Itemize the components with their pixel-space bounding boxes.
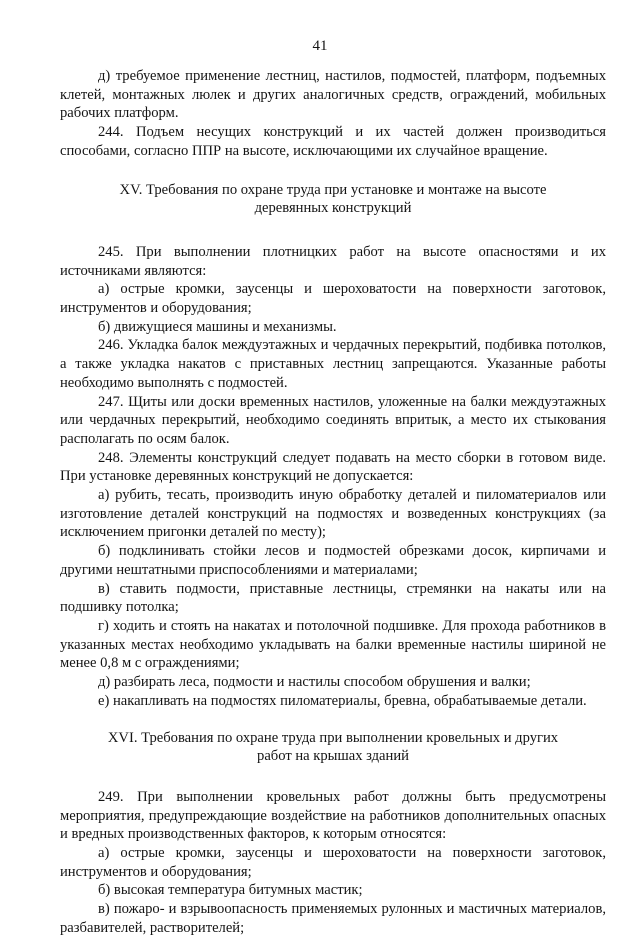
paragraph: б) высокая температура битумных мастик; [98, 882, 363, 899]
paragraph: 249. При выполнении кровельных работ должны быть предусмотрены мероприятия, предупреждающие воздействие на работников дополнительных опасных и вредных производственных факторов, к которым относятся: [60, 788, 606, 843]
paragraph: д) требуемое применение лестниц, настилов, подмостей, платформ, подъемных клетей, монтажных люлек и других аналогичных средств, ограждений, мобильных рабочих платформ. [60, 68, 606, 122]
paragraph: 246. Укладка балок междуэтажных и чердачных перекрытий, подбивка потолков, а также укладка накатов с приставных лестниц запрещаются. Указанные работы необходимо выполнять с подмостей. [60, 337, 606, 391]
paragraph: а) рубить, тесать, производить иную обработку деталей и пиломатериалов или изготовление деталей конструкций на подмостях и возведенных конструкциях (за исключением пригонки деталей по месту); [60, 487, 606, 541]
paragraph: д) разбирать леса, подмости и настилы способом обрушения и валки; [98, 674, 531, 691]
section-heading-xvi: XVI. Требования по охране труда при выполнении кровельных и других работ на крышах зданий [107, 729, 559, 765]
paragraph: 247. Щиты или доски временных настилов, уложенные на балки междуэтажных или чердачных перекрытий, необходимо соединять впритык, а место их стыкования располагать по осям балок. [60, 393, 606, 447]
paragraph: а) острые кромки, заусенцы и шероховатости на поверхности заготовок, инструментов и оборудования; [60, 281, 606, 317]
page-number: 41 [312, 38, 328, 54]
paragraph: в) пожаро- и взрывоопасность применяемых рулонных и мастичных материалов, разбавителей, растворителей; [60, 901, 606, 936]
paragraph: б) подклинивать стойки лесов и подмостей обрезками досок, кирпичами и другими нештатными приспособлениями и материалами; [60, 543, 606, 578]
section-heading-xv: XV. Требования по охране труда при установке и монтаже на высоте деревянных конструкций [119, 181, 547, 217]
paragraph: 244. Подъем несущих конструкций и их частей должен производиться способами, согласно ППР на высоте, исключающими их случайное вращение. [60, 124, 606, 159]
document-body [60, 67, 606, 938]
paragraph: г) ходить и стоять на накатах и потолочной подшивке. Для прохода работников в указанных местах необходимо укладывать на балки временные настилы шириной не менее 0,8 м с ограждениями; [60, 617, 606, 672]
paragraph: е) накапливать на подмостях пиломатериалы, бревна, обрабатываемые детали. [98, 692, 587, 709]
paragraph: 248. Элементы конструкций следует подавать на место сборки в готовом виде. При установке деревянных конструкций не допускается: [60, 449, 606, 485]
paragraph: 245. При выполнении плотницких работ на высоте опасностями и их источниками являются: [60, 243, 606, 279]
paragraph: а) острые кромки, заусенцы и шероховатости на поверхности заготовок, инструментов и оборудования; [60, 845, 606, 880]
paragraph: в) ставить подмости, приставные лестницы, стремянки на накаты или на подшивку потолка; [60, 580, 606, 616]
paragraph: б) движущиеся машины и механизмы. [98, 318, 337, 335]
